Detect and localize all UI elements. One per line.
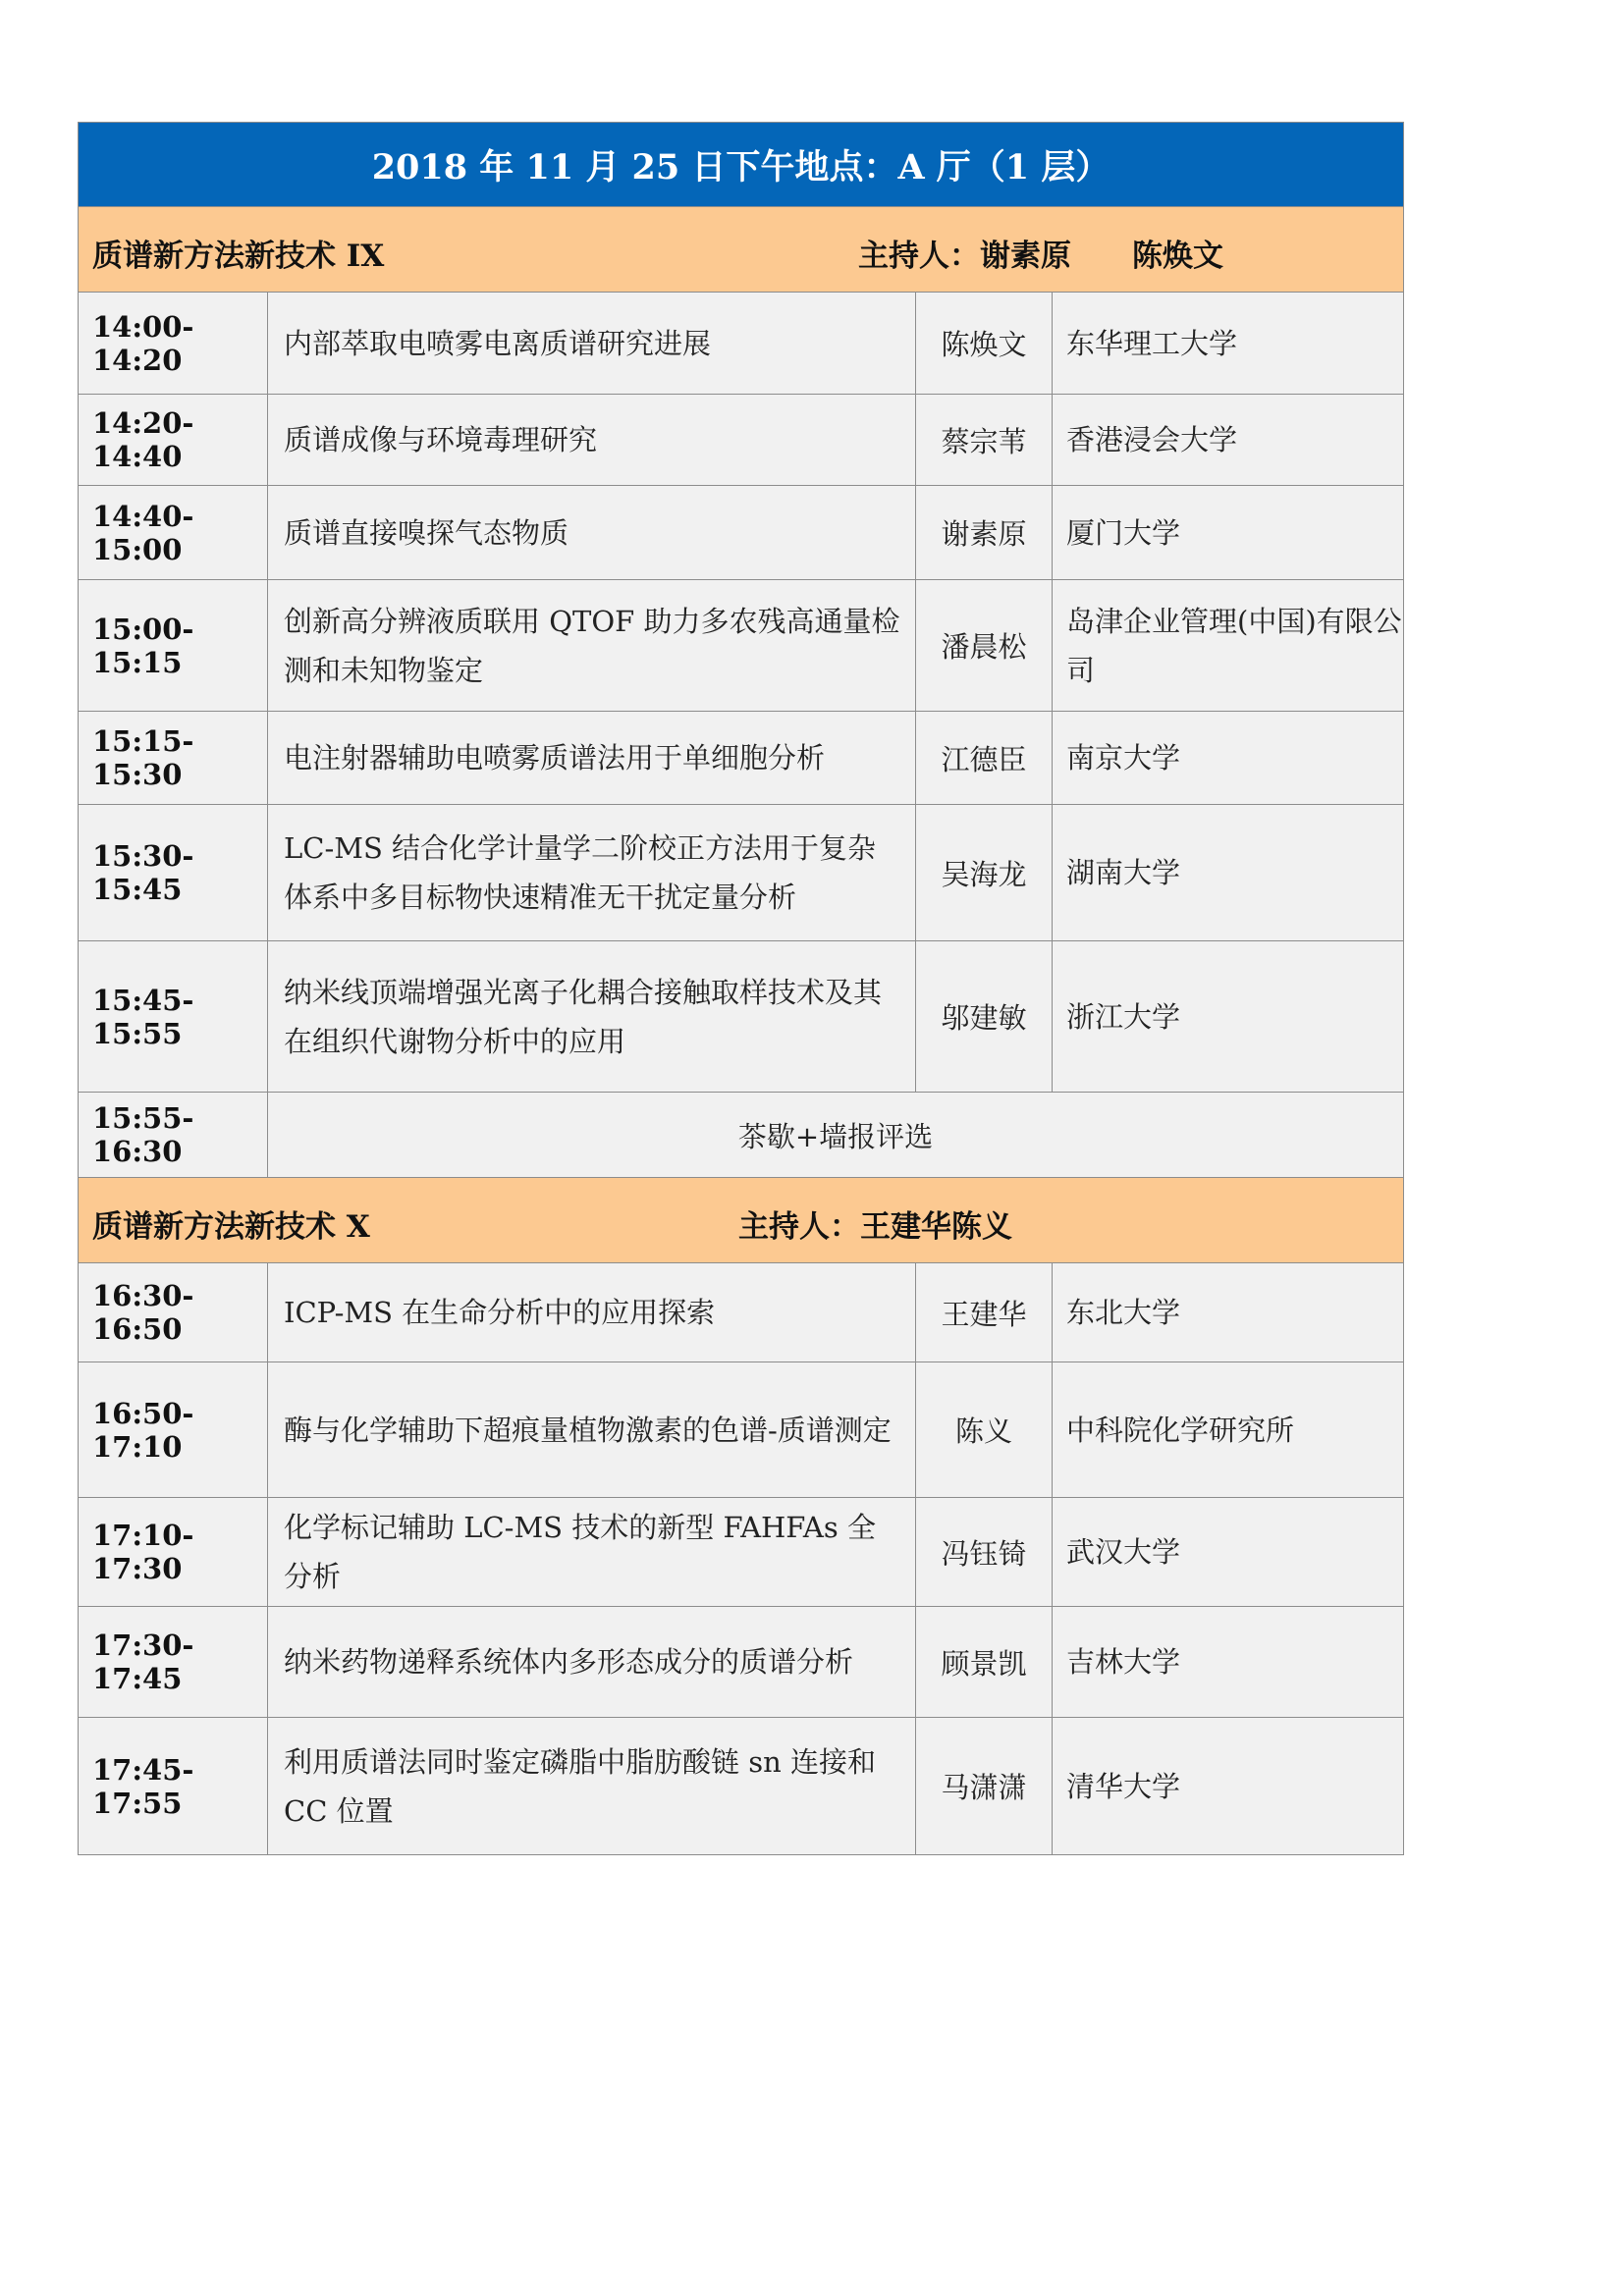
time-cell: 15:55-16:30 bbox=[79, 1093, 268, 1178]
topic-cell: 纳米药物递释系统体内多形态成分的质谱分析 bbox=[268, 1607, 916, 1718]
topic-cell: 利用质谱法同时鉴定磷脂中脂肪酸链 sn 连接和 CC 位置 bbox=[268, 1718, 916, 1855]
time-cell: 15:45-15:55 bbox=[79, 941, 268, 1093]
affiliation-cell: 中科院化学研究所 bbox=[1053, 1362, 1404, 1498]
time-cell: 14:40-15:00 bbox=[79, 486, 268, 580]
time-cell: 15:15-15:30 bbox=[79, 712, 268, 805]
time-cell: 14:00-14:20 bbox=[79, 293, 268, 395]
affiliation-cell: 湖南大学 bbox=[1053, 805, 1404, 941]
speaker-cell: 潘晨松 bbox=[916, 580, 1053, 712]
table-row bbox=[79, 293, 1404, 395]
speaker-cell: 谢素原 bbox=[916, 486, 1053, 580]
session-title: 质谱新方法新技术 IX bbox=[92, 239, 385, 274]
time-cell: 15:30-15:45 bbox=[79, 805, 268, 941]
table-row bbox=[79, 941, 1404, 1093]
topic-cell: 质谱直接嗅探气态物质 bbox=[268, 486, 916, 580]
affiliation-cell: 厦门大学 bbox=[1053, 486, 1404, 580]
affiliation-cell: 东北大学 bbox=[1053, 1263, 1404, 1362]
schedule-title: 2018 年 11 月 25 日下午地点：A 厅（1 层） bbox=[79, 123, 1404, 207]
topic-cell: 化学标记辅助 LC-MS 技术的新型 FAHFAs 全分析 bbox=[268, 1498, 916, 1607]
time-cell: 17:10-17:30 bbox=[79, 1498, 268, 1607]
table-row bbox=[79, 486, 1404, 580]
affiliation-cell: 岛津企业管理(中国)有限公司 bbox=[1053, 580, 1404, 712]
topic-cell: ICP-MS 在生命分析中的应用探索 bbox=[268, 1263, 916, 1362]
schedule-table bbox=[78, 122, 1404, 1855]
break-row bbox=[79, 1093, 1404, 1178]
session-host: 主持人：王建华陈义 bbox=[738, 1209, 1012, 1245]
session-title: 质谱新方法新技术 X bbox=[92, 1209, 370, 1245]
table-row bbox=[79, 395, 1404, 486]
speaker-cell: 吴海龙 bbox=[916, 805, 1053, 941]
affiliation-cell: 香港浸会大学 bbox=[1053, 395, 1404, 486]
table-row bbox=[79, 712, 1404, 805]
break-label: 茶歇+墙报评选 bbox=[268, 1093, 1404, 1178]
topic-cell: LC-MS 结合化学计量学二阶校正方法用于复杂体系中多目标物快速精准无干扰定量分析 bbox=[268, 805, 916, 941]
topic-cell: 质谱成像与环境毒理研究 bbox=[268, 395, 916, 486]
affiliation-cell: 东华理工大学 bbox=[1053, 293, 1404, 395]
speaker-cell: 陈义 bbox=[916, 1362, 1053, 1498]
affiliation-cell: 浙江大学 bbox=[1053, 941, 1404, 1093]
table-row bbox=[79, 1498, 1404, 1607]
affiliation-cell: 清华大学 bbox=[1053, 1718, 1404, 1855]
time-cell: 14:20-14:40 bbox=[79, 395, 268, 486]
table-row bbox=[79, 1718, 1404, 1855]
affiliation-cell: 南京大学 bbox=[1053, 712, 1404, 805]
speaker-cell: 顾景凯 bbox=[916, 1607, 1053, 1718]
topic-cell: 创新高分辨液质联用 QTOF 助力多农残高通量检测和未知物鉴定 bbox=[268, 580, 916, 712]
topic-cell: 电注射器辅助电喷雾质谱法用于单细胞分析 bbox=[268, 712, 916, 805]
table-row bbox=[79, 580, 1404, 712]
topic-cell: 内部萃取电喷雾电离质谱研究进展 bbox=[268, 293, 916, 395]
table-row bbox=[79, 1362, 1404, 1498]
session-header bbox=[79, 207, 1404, 293]
table-row bbox=[79, 805, 1404, 941]
time-cell: 16:30-16:50 bbox=[79, 1263, 268, 1362]
speaker-cell: 冯钰锜 bbox=[916, 1498, 1053, 1607]
session-header bbox=[79, 1178, 1404, 1263]
table-row bbox=[79, 1607, 1404, 1718]
speaker-cell: 王建华 bbox=[916, 1263, 1053, 1362]
speaker-cell: 蔡宗苇 bbox=[916, 395, 1053, 486]
topic-cell: 酶与化学辅助下超痕量植物激素的色谱-质谱测定 bbox=[268, 1362, 916, 1498]
speaker-cell: 邬建敏 bbox=[916, 941, 1053, 1093]
table-row bbox=[79, 1263, 1404, 1362]
speaker-cell: 马潇潇 bbox=[916, 1718, 1053, 1855]
time-cell: 15:00-15:15 bbox=[79, 580, 268, 712]
time-cell: 17:30-17:45 bbox=[79, 1607, 268, 1718]
time-cell: 17:45-17:55 bbox=[79, 1718, 268, 1855]
session-host: 主持人：谢素原 陈焕文 bbox=[858, 239, 1223, 274]
affiliation-cell: 武汉大学 bbox=[1053, 1498, 1404, 1607]
affiliation-cell: 吉林大学 bbox=[1053, 1607, 1404, 1718]
speaker-cell: 江德臣 bbox=[916, 712, 1053, 805]
topic-cell: 纳米线顶端增强光离子化耦合接触取样技术及其在组织代谢物分析中的应用 bbox=[268, 941, 916, 1093]
time-cell: 16:50-17:10 bbox=[79, 1362, 268, 1498]
speaker-cell: 陈焕文 bbox=[916, 293, 1053, 395]
